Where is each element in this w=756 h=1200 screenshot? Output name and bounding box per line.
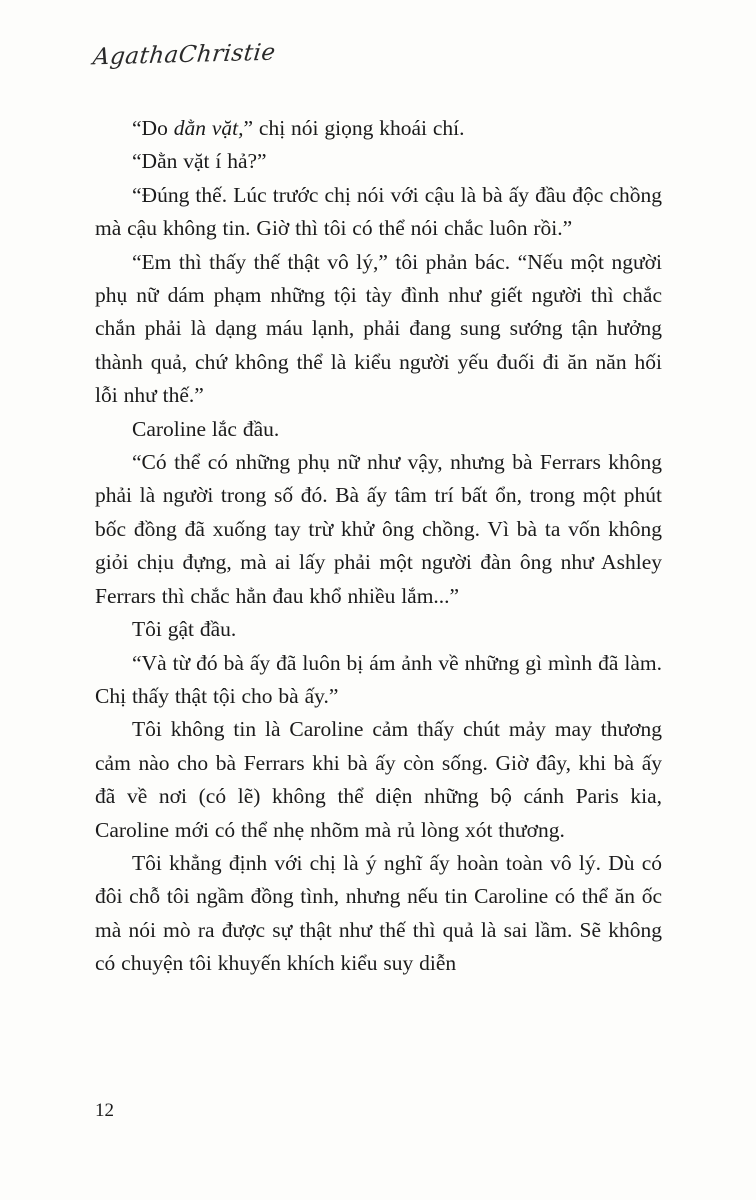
paragraph (95, 179, 662, 246)
paragraph (95, 647, 662, 714)
paragraph (95, 713, 662, 847)
paragraph (95, 145, 662, 178)
paragraph (95, 413, 662, 446)
text-segment: “Và từ đó bà ấy đã luôn bị ám ảnh về những gì mình đã làm. Chị thấy thật tội cho bà ấy.” (95, 650, 662, 708)
text-segment: “Em thì thấy thế thật vô lý,” tôi phản bác. “Nếu một người phụ nữ dám phạm những tội tày đình như giết người thì chắc chắn phải là dạng máu lạnh, phải đang sung sướng tận hưởng thành quả, chứ không thể là kiểu người yếu đuối đi ăn năn hối lỗi như thế.” (95, 249, 662, 408)
paragraph (95, 847, 662, 981)
text-segment: “Có thể có những phụ nữ như vậy, nhưng bà Ferrars không phải là người trong số đó. Bà ấy tâm trí bất ổn, trong một phút bốc đồng đã xuống tay trừ khử ông chồng. Vì bà ta vốn không giỏi chịu đựng, mà ai lấy phải một người đàn ông như Ashley Ferrars thì chắc hẳn đau khổ nhiều lắm...” (95, 450, 662, 608)
paragraph (95, 613, 662, 646)
text-segment: Tôi gật đầu. (132, 617, 237, 642)
paragraph (95, 446, 662, 613)
paragraph (95, 112, 662, 145)
text-segment: Tôi không tin là Caroline cảm thấy chút mảy may thương cảm nào cho bà Ferrars khi bà ấy còn sống. Giờ đây, khi bà ấy đã về nơi (có lẽ) không thể diện những bộ cánh Paris kia, Caroline mới có thể nhẹ nhõm mà rủ lòng xót thương. (95, 717, 662, 842)
text-segment: “Do (132, 116, 174, 140)
page-number: 12 (95, 1100, 114, 1121)
text-segment: Caroline lắc đầu. (132, 416, 280, 441)
emphasized-text: dằn vặt, (173, 116, 244, 140)
text-segment: “Dằn vặt í hả?” (132, 149, 267, 174)
text-segment: “Đúng thế. Lúc trước chị nói với cậu là bà ấy đầu độc chồng mà cậu không tin. Giờ thì tôi có thể nói chắc luôn rồi.” (95, 182, 662, 241)
author-signature: AgathaChristie (91, 39, 278, 71)
paragraph (95, 246, 662, 413)
text-segment: ” chị nói giọng khoái chí. (243, 116, 465, 140)
page-body (95, 112, 662, 981)
text-segment: Tôi khẳng định với chị là ý nghĩ ấy hoàn toàn vô lý. Dù có đôi chỗ tôi ngầm đồng tình, nhưng nếu tin Caroline có thể ăn ốc mà nói mò ra được sự thật như thế thì quả là sai lầm. Sẽ không có chuyện tôi khuyến khích kiểu suy diễn (95, 850, 662, 976)
